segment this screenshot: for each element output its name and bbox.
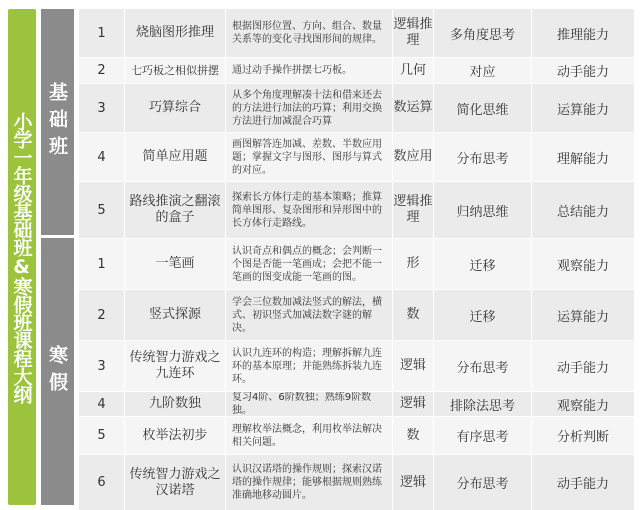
lesson-topic: 简单应用题 [125, 133, 226, 181]
lesson-type: 逻辑推理 [393, 9, 434, 57]
lesson-description: 复习4阶、6阶数独；熟练9阶数独。 [226, 392, 393, 416]
section-basic [41, 9, 74, 235]
lesson-description: 探索长方体行走的基本策略；推算简单图形、复杂图形和异形图中的长方体行走路线。 [226, 182, 393, 238]
lesson-topic: 路线推演之翻滚的盒子 [125, 182, 226, 238]
lesson-thinking: 分布思考 [434, 133, 532, 181]
lesson-topic: 传统智力游戏之汉诺塔 [125, 455, 226, 510]
lesson-ability: 运算能力 [532, 84, 634, 132]
lesson-ability: 运算能力 [532, 290, 634, 340]
lesson-type: 形 [393, 239, 434, 289]
lesson-description: 认识九连环的构造；理解拆解九连环的基本原理；并能熟练拆装九连环。 [226, 341, 393, 391]
lesson-thinking: 迁移 [434, 290, 532, 340]
lesson-topic: 七巧板之相似拼摆 [125, 58, 226, 83]
lesson-number: 1 [79, 239, 125, 289]
lesson-type: 数运算 [393, 84, 434, 132]
table-row [79, 9, 634, 58]
table-row [79, 341, 634, 392]
lesson-type: 几何 [393, 58, 434, 83]
lesson-ability: 观察能力 [532, 239, 634, 289]
lesson-thinking: 简化思维 [434, 84, 532, 132]
table-row [79, 182, 634, 239]
lesson-description: 认识奇点和偶点的概念；会判断一个图是否能一笔画成；会把不能一笔画的图变成能一笔画的图。 [226, 239, 393, 289]
lesson-number: 5 [79, 182, 125, 238]
lesson-type: 逻辑推理 [393, 182, 434, 238]
lesson-number: 4 [79, 392, 125, 416]
lesson-description: 从多个角度理解凑十法和借来还去的方法进行加法的巧算；利用交换方法进行加减混合巧算 [226, 84, 393, 132]
lesson-number: 3 [79, 84, 125, 132]
table-row [79, 58, 634, 84]
lesson-thinking: 迁移 [434, 239, 532, 289]
table-row [79, 133, 634, 182]
lesson-topic: 枚举法初步 [125, 417, 226, 454]
lesson-type: 逻辑 [393, 455, 434, 510]
lesson-description: 通过动手操作拼摆七巧板。 [226, 58, 393, 83]
lesson-ability: 理解能力 [532, 133, 634, 181]
lesson-type: 数 [393, 290, 434, 340]
lesson-description: 理解枚举法概念，利用枚举法解决相关问题。 [226, 417, 393, 454]
lesson-description: 认识汉诺塔的操作规则；探索汉诺塔的操作规律；能够根据规则熟练准确地移动圆片。 [226, 455, 393, 510]
lesson-type: 逻辑 [393, 341, 434, 391]
lesson-topic: 传统智力游戏之九连环 [125, 341, 226, 391]
lesson-number: 3 [79, 341, 125, 391]
lesson-thinking: 排除法思考 [434, 392, 532, 416]
lesson-type: 数应用 [393, 133, 434, 181]
lesson-ability: 动手能力 [532, 455, 634, 510]
section-winter-label: 寒假 [46, 344, 68, 399]
lesson-topic: 竖式探源 [125, 290, 226, 340]
lesson-number: 6 [79, 455, 125, 510]
table-row [79, 239, 634, 290]
table-row [79, 84, 634, 133]
section-basic-label: 基础班 [46, 81, 68, 163]
table-row [79, 417, 634, 455]
lesson-ability: 分析判断 [532, 417, 634, 454]
lesson-type: 逻辑 [393, 392, 434, 416]
lesson-number: 1 [79, 9, 125, 57]
lesson-number: 2 [79, 290, 125, 340]
lesson-topic: 巧算综合 [125, 84, 226, 132]
course-table [79, 9, 634, 510]
lesson-description: 学会三位数加减法竖式的解法，横式、初识竖式加减法数字谜的解决。 [226, 290, 393, 340]
lesson-thinking: 多角度思考 [434, 9, 532, 57]
lesson-topic: 一笔画 [125, 239, 226, 289]
table-row [79, 392, 634, 417]
lesson-number: 2 [79, 58, 125, 83]
lesson-ability: 推理能力 [532, 9, 634, 57]
lesson-number: 4 [79, 133, 125, 181]
lesson-description: 画图解答连加减、差数、半数应用题；掌握文字与图形、图形与算式的对应。 [226, 133, 393, 181]
lesson-ability: 动手能力 [532, 58, 634, 83]
course-title-bar [8, 9, 36, 505]
course-title: 小学一年级基础班&寒假班课程大纲 [10, 111, 33, 403]
lesson-number: 5 [79, 417, 125, 454]
lesson-type: 数 [393, 417, 434, 454]
lesson-thinking: 归纳思维 [434, 182, 532, 238]
section-winter [41, 238, 74, 505]
lesson-thinking: 对应 [434, 58, 532, 83]
lesson-description: 根据图形位置、方向、组合、数量关系等的变化寻找图形间的规律。 [226, 9, 393, 57]
lesson-thinking: 有序思考 [434, 417, 532, 454]
lesson-topic: 烧脑图形推理 [125, 9, 226, 57]
lesson-thinking: 分布思考 [434, 341, 532, 391]
table-row [79, 290, 634, 341]
lesson-ability: 总结能力 [532, 182, 634, 238]
lesson-ability: 观察能力 [532, 392, 634, 416]
lesson-topic: 九阶数独 [125, 392, 226, 416]
lesson-ability: 动手能力 [532, 341, 634, 391]
lesson-thinking: 分布思考 [434, 455, 532, 510]
table-row [79, 455, 634, 510]
